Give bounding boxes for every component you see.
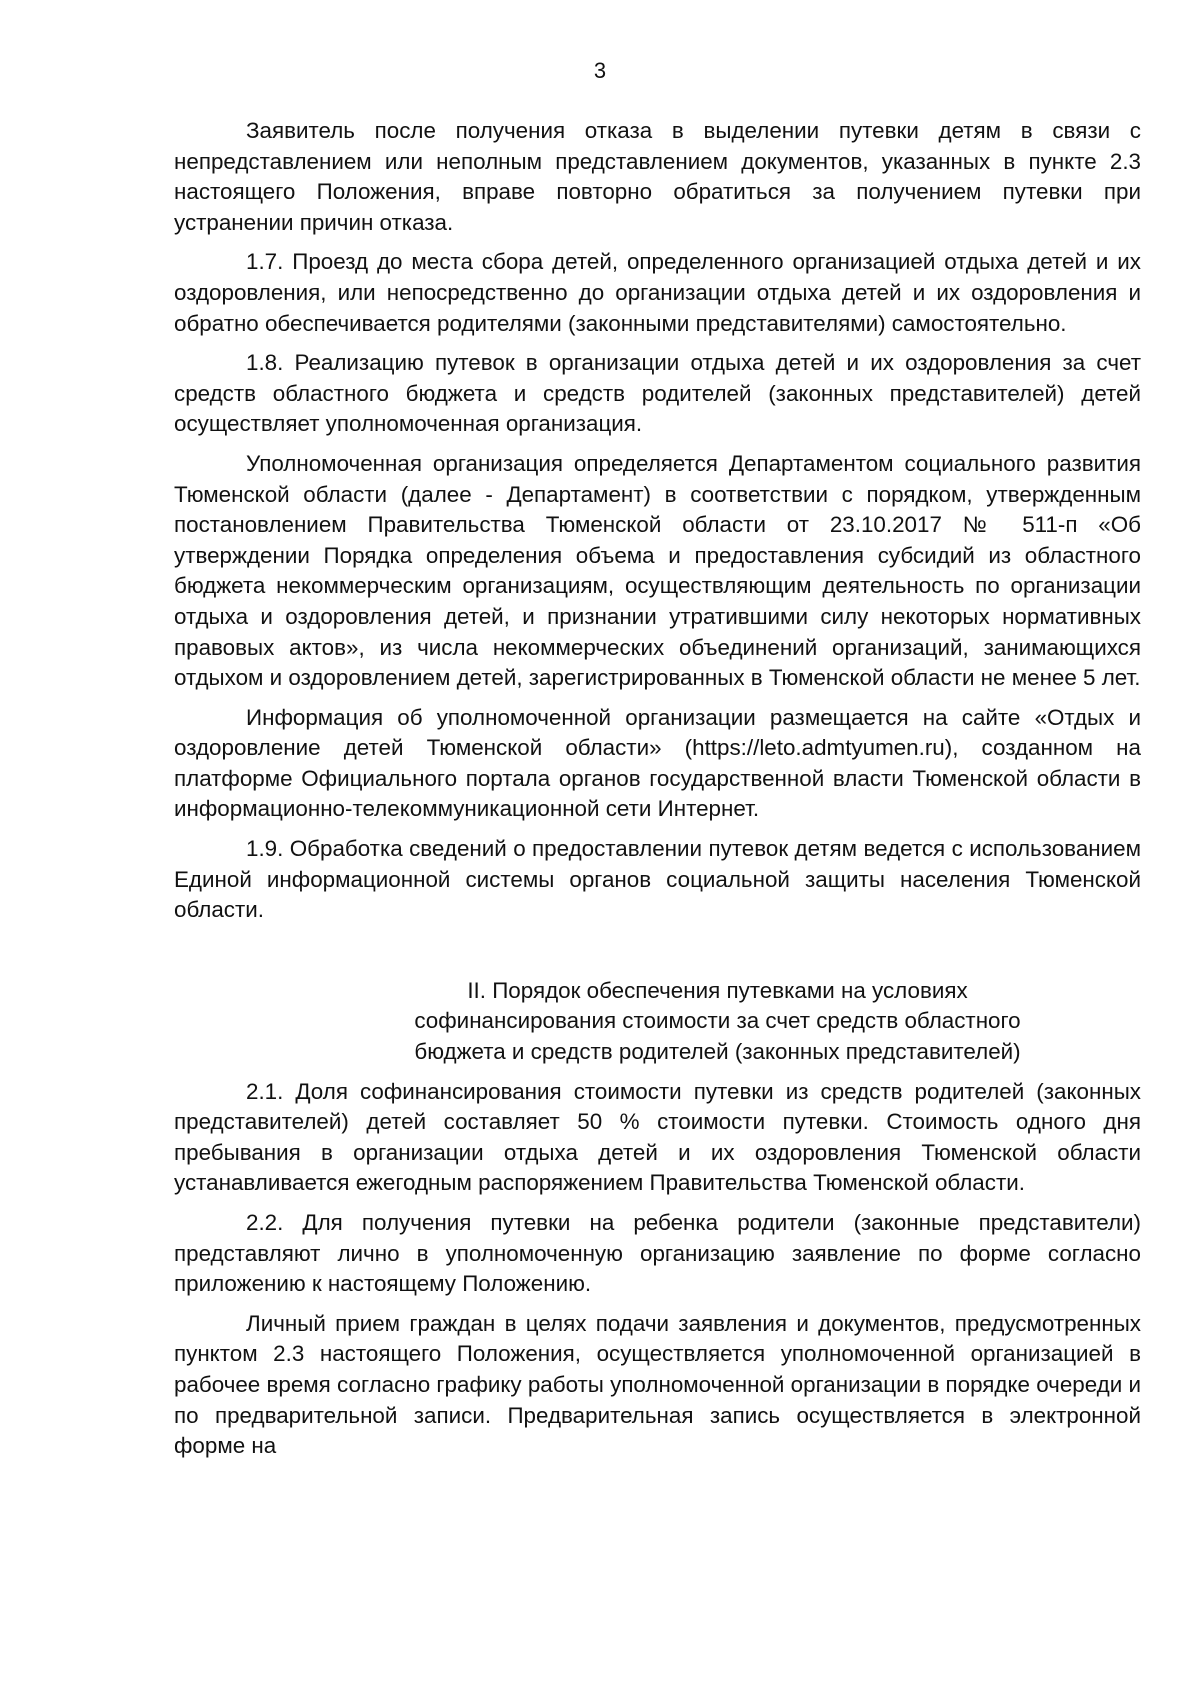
section-title-line: II. Порядок обеспечения путевками на условиях — [467, 977, 968, 1003]
section-title — [174, 976, 1141, 1068]
paragraph-authorized-organization: Уполномоченная организация определяется Департаментом социального развития Тюменской области (далее - Департамент) в соответствии с порядком, утвержденным постановлением Правительства Тюменской области от 23.10.2017 № 511-п «Об утверждении Порядка определения объема и предоставления субсидий из областного бюджета некоммерческим организациям, осуществляющим деятельность по организации отдыха и оздоровления детей, и признании утратившими силу некоторых нормативных правовых актов», из числа некоммерческих объединений организаций, занимающихся отдыхом и оздоровлением детей, зарегистрированных в Тюменской области не менее 5 лет. — [174, 450, 1141, 691]
paragraph-1-7: 1.7. Проезд до места сбора детей, определенного организацией отдыха детей и их оздоровления, или непосредственно до организации отдыха детей и их оздоровления и обратно обеспечивается родителями (законными представителями) самостоятельно. — [174, 249, 1141, 336]
paragraph-applicant-reapply: Заявитель после получения отказа в выделении путевки детям в связи с непредставлением или неполным представлением документов, указанных в пункте 2.3 настоящего Положения, вправе повторно обратиться за получением путевки при устранении причин отказа. — [174, 118, 1141, 235]
section-title-line: бюджета и средств родителей (законных представителей) — [414, 1039, 1021, 1065]
paragraph-1-9: 1.9. Обработка сведений о предоставлении путевок детям ведется с использованием Единой информационной системы органов социальной защиты населения Тюменской области. — [174, 836, 1141, 923]
document-body — [174, 116, 1141, 1471]
section-title-line: софинансирования стоимости за счет средств областного — [414, 1008, 1021, 1034]
paragraph-2-1: 2.1. Доля софинансирования стоимости путевки из средств родителей (законных представителей) детей составляет 50 % стоимости путевки. Стоимость одного дня пребывания в организации отдыха детей и их оздоровления Тюменской области устанавливается ежегодным распоряжением Правительства Тюменской области. — [174, 1078, 1141, 1196]
paragraph-2-2: 2.2. Для получения путевки на ребенка родители (законные представители) представляют лично в уполномоченную организацию заявление по форме согласно приложению к настоящему Положению. — [174, 1210, 1141, 1297]
paragraph-1-8: 1.8. Реализацию путевок в организации отдыха детей и их оздоровления за счет средств областного бюджета и средств родителей (законных представителей) детей осуществляет уполномоченная организация. — [174, 350, 1141, 437]
page-number: 3 — [593, 58, 607, 83]
paragraph-information-site: Информация об уполномоченной организации размещается на сайте «Отдых и оздоровление детей Тюменской области» (https://leto.admtyumen.ru), созданном на платформе Официального портала органов государственной власти Тюменской области в информационно-телекоммуникационной сети Интернет. — [174, 704, 1141, 822]
paragraph-personal-reception: Личный прием граждан в целях подачи заявления и документов, предусмотренных пунктом 2.3 настоящего Положения, осуществляется уполномоченной организацией в рабочее время согласно графику работы уполномоченной организации в порядке очереди и по предварительной записи. Предварительная запись осуществляется в электронной форме на — [174, 1310, 1141, 1459]
